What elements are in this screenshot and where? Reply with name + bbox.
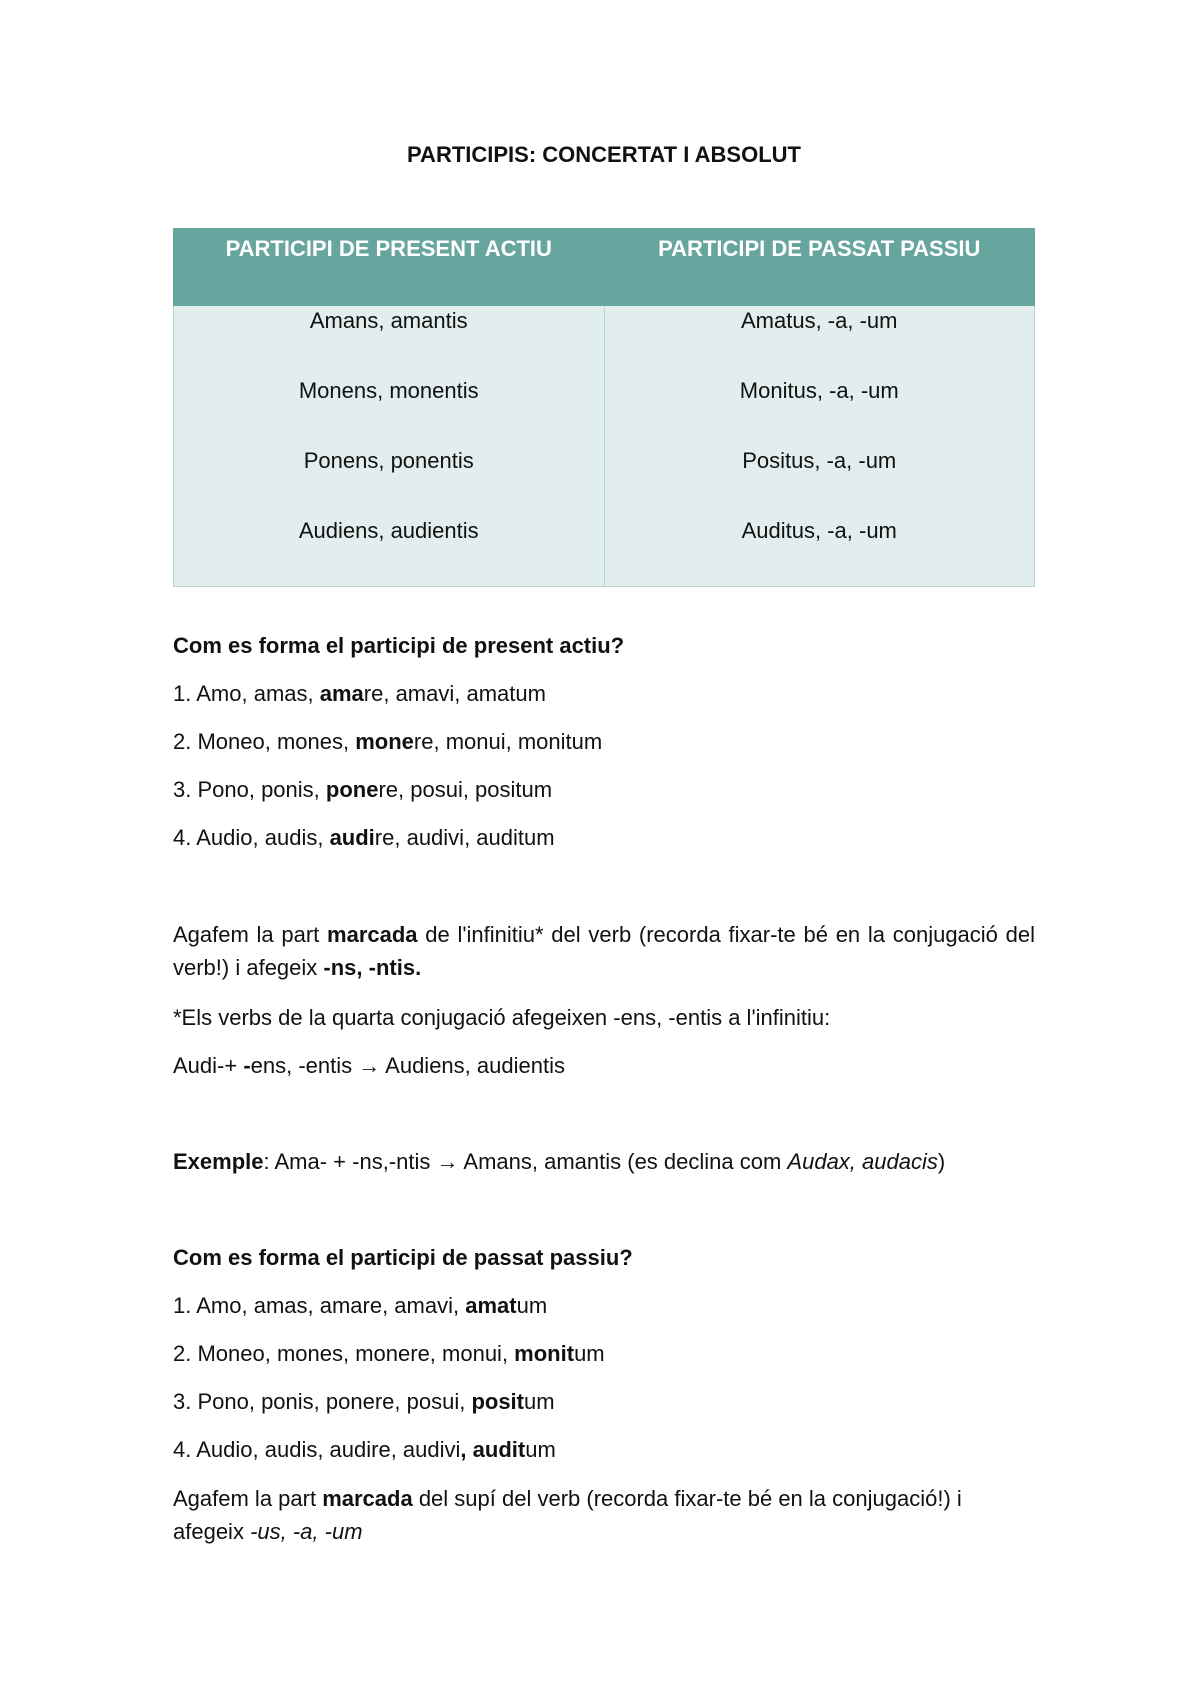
present-line-3: 3. Pono, ponis, ponere, posui, positum xyxy=(173,777,553,802)
arrow-right-icon: → xyxy=(436,1149,459,1174)
past-line-3: 3. Pono, ponis, ponere, posui, positum xyxy=(173,1389,555,1414)
fourth-conjugation-example: Audi-+ -ens, -entis → Audiens, audientis xyxy=(173,1053,565,1078)
table-cell: Monens, monentis xyxy=(298,378,479,403)
past-rule: Agafem la part marcada del supí del verb (recorda fixar-te bé en la conjugació!) i afegeix -us, -a, -um xyxy=(173,1486,962,1544)
past-line-2: 2. Moneo, mones, monere, monui, monitum xyxy=(173,1341,605,1366)
present-line-4: 4. Audio, audis, audire, audivi, auditum xyxy=(173,825,555,850)
fourth-conjugation-note: *Els verbs de la quarta conjugació afegeixen -ens, -entis a l'infinitiu: xyxy=(173,1005,831,1030)
past-question: Com es forma el participi de passat passiu? xyxy=(173,1245,633,1270)
past-line-4: 4. Audio, audis, audire, audivi, auditum xyxy=(173,1437,556,1462)
present-column xyxy=(174,306,605,587)
table-cell: Positus, -a, -um xyxy=(742,448,897,473)
present-question: Com es forma el participi de present actiu? xyxy=(173,633,625,658)
table-cell: Auditus, -a, -um xyxy=(741,518,897,543)
present-line-2: 2. Moneo, mones, monere, monui, monitum xyxy=(173,729,603,754)
table-header-past: PARTICIPI DE PASSAT PASSIU xyxy=(604,229,1035,306)
table-cell: Ponens, ponentis xyxy=(303,448,474,473)
table-cell: Audiens, audientis xyxy=(298,518,479,543)
present-line-1: 1. Amo, amas, amare, amavi, amatum xyxy=(173,681,546,706)
past-column xyxy=(604,306,1035,587)
page-title: PARTICIPIS: CONCERTAT I ABSOLUT xyxy=(407,142,801,167)
table-header-row xyxy=(174,229,1035,306)
table-cell: Monitus, -a, -um xyxy=(739,378,899,403)
present-example: Exemple: Ama- + -ns,-ntis → Amans, amantis (es declina com Audax, audacis) xyxy=(173,1149,946,1174)
table-header-present: PARTICIPI DE PRESENT ACTIU xyxy=(174,229,605,306)
past-line-1: 1. Amo, amas, amare, amavi, amatum xyxy=(173,1293,548,1318)
arrow-right-icon: → xyxy=(358,1053,381,1078)
present-rule: Agafem la part marcada de l'infinitiu* del verb (recorda fixar-te bé en la conjugació del verb!) i afegeix -ns, -ntis. xyxy=(173,922,1035,980)
table-cell: Amans, amantis xyxy=(309,308,468,333)
table-row xyxy=(174,306,1035,587)
participles-table xyxy=(173,228,1035,587)
table-cell: Amatus, -a, -um xyxy=(741,308,898,333)
